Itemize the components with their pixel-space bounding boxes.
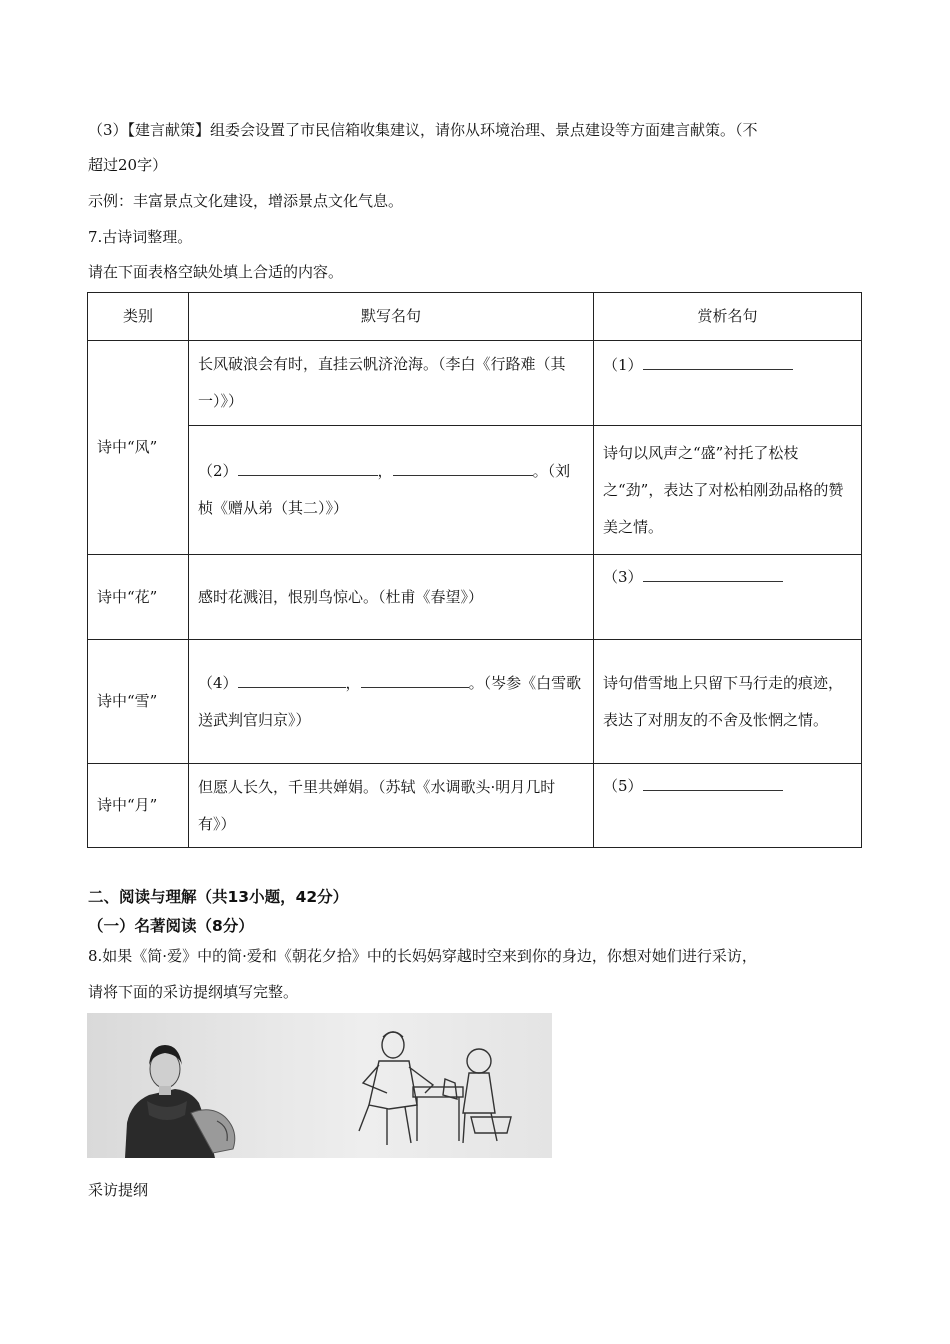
section2-heading: 二、阅读与理解（共13小题，42分） <box>88 888 349 906</box>
recite-moon: 但愿人长久，千里共婵娟。（苏轼《水调歌头·明月几时有》） <box>189 764 594 848</box>
recite-wind-2 <box>189 426 594 555</box>
q8-prompt-line1: 8.如果《简·爱》中的简·爱和《朝花夕拾》中的长妈妈穿越时空来到你的身边，你想对她们进行采访， <box>88 947 757 965</box>
answer-blank-4a[interactable] <box>238 673 346 688</box>
q7-instruction: 请在下面表格空缺处填上合适的内容。 <box>88 263 344 281</box>
table-row-wind-2 <box>88 426 862 555</box>
poem-table <box>87 292 862 848</box>
portrait-woman-figure <box>125 1045 235 1158</box>
appreciate-flower <box>594 555 862 640</box>
blank-label-3: （3） <box>603 568 643 586</box>
appreciate-wind-2: 诗句以风声之“盛”衬托了松枝之“劲”，表达了对松柏刚劲品格的赞美之情。 <box>594 426 862 555</box>
q7-title: 7.古诗词整理。 <box>88 228 193 246</box>
blank-label-2: （2） <box>198 462 238 480</box>
answer-blank-2a[interactable] <box>238 461 378 476</box>
appreciate-snow: 诗句借雪地上只留下马行走的痕迹，表达了对朋友的不舍及怅惘之情。 <box>594 640 862 764</box>
blank-label-4: （4） <box>198 673 238 692</box>
recite-source-2: 。（刘桢《赠从弟（其二）》） <box>198 462 571 517</box>
line-drawing-chang-mama-and-child <box>359 1032 511 1145</box>
blank-label-1: （1） <box>603 356 643 374</box>
header-appreciate: 赏析名句 <box>594 293 862 341</box>
category-wind: 诗中“风” <box>88 341 189 555</box>
q6-3-example: 示例：丰富景点文化建设，增添景点文化气息。 <box>88 192 404 210</box>
q8-outline-label: 采访提纲 <box>88 1181 149 1199</box>
recite-sep-2: ， <box>377 462 393 480</box>
answer-blank-3[interactable] <box>643 567 783 582</box>
table-row-wind-1 <box>88 341 862 426</box>
recite-snow <box>189 640 594 764</box>
category-moon: 诗中“月” <box>88 764 189 848</box>
table-header-row <box>88 293 862 341</box>
appreciate-wind-1 <box>594 341 862 426</box>
recite-flower: 感时花溅泪，恨别鸟惊心。（杜甫《春望》） <box>189 555 594 640</box>
appreciate-moon <box>594 764 862 848</box>
illustration-drawing <box>87 1013 552 1158</box>
recite-sep-4: ， <box>345 673 361 692</box>
answer-blank-4b[interactable] <box>361 673 469 688</box>
illustration-jane-eyre-and-chang-mama <box>87 1013 552 1158</box>
category-snow: 诗中“雪” <box>88 640 189 764</box>
table-row-snow <box>88 640 862 764</box>
recite-wind-1: 长风破浪会有时，直挂云帆济沧海。（李白《行路难（其一）》） <box>189 341 594 426</box>
category-flower: 诗中“花” <box>88 555 189 640</box>
q8-prompt-line2: 请将下面的采访提纲填写完整。 <box>88 983 299 1001</box>
q6-3-prompt-line1: （3）【建言献策】组委会设置了市民信箱收集建议，请你从环境治理、景点建设等方面建言献策。（不 <box>88 121 758 139</box>
recite-source-4: 。（岑参《白雪歌送武判官归京》） <box>198 673 582 729</box>
answer-blank-1[interactable] <box>643 355 793 370</box>
table-row-flower <box>88 555 862 640</box>
section2-subheading: （一）名著阅读（8分） <box>88 917 254 935</box>
header-category: 类别 <box>88 293 189 341</box>
q6-3-prompt-line2: 超过20字） <box>88 156 168 174</box>
answer-blank-5[interactable] <box>643 776 783 791</box>
answer-blank-2b[interactable] <box>393 461 533 476</box>
table-row-moon <box>88 764 862 848</box>
blank-label-5: （5） <box>603 777 643 795</box>
header-recite: 默写名句 <box>189 293 594 341</box>
